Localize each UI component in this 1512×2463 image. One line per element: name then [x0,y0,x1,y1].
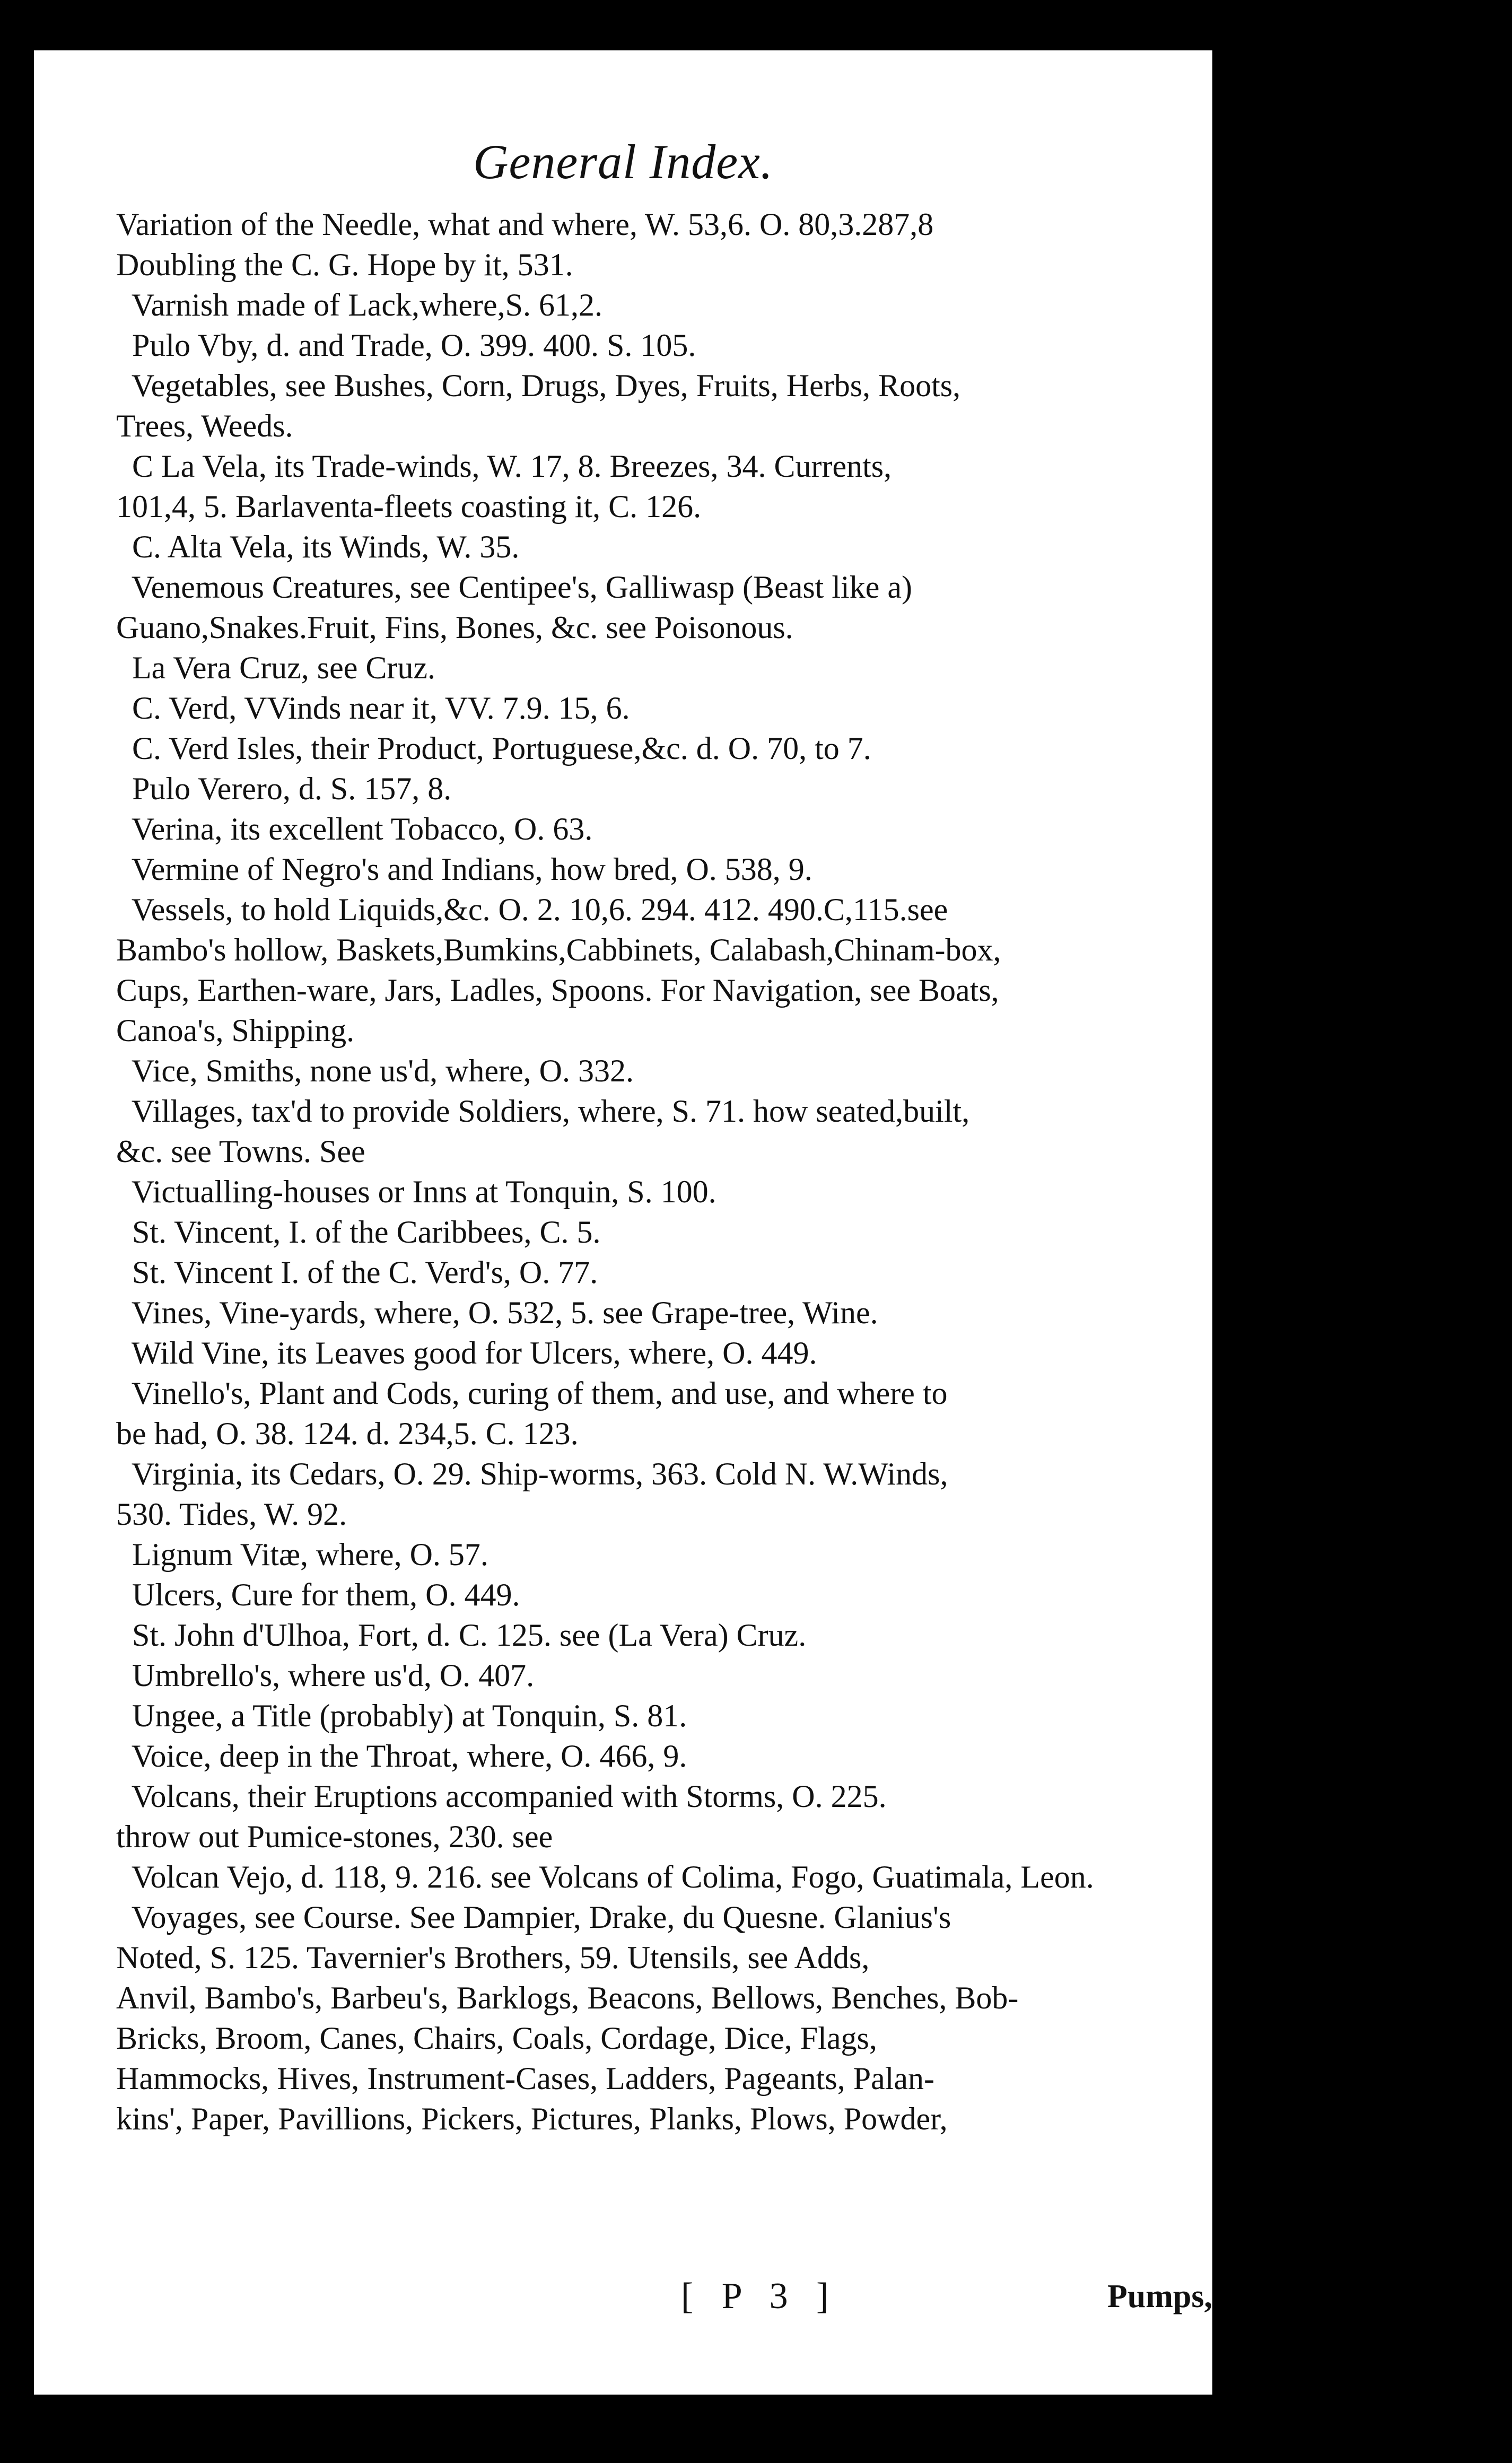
index-line: Virginia, its Cedars, O. 29. Ship-worms, 363. Cold N. W.Winds, [116,1456,948,1491]
index-line: Guano,Snakes.Fruit, Fins, Bones, &c. see Poisonous. [116,610,793,645]
index-line: St. Vincent, I. of the Caribbees, C. 5. [116,1215,601,1250]
index-line: C. Alta Vela, its Winds, W. 35. [116,529,520,564]
index-line: 101,4, 5. Barlaventa-fleets coasting it, C. 126. [116,489,702,524]
index-line: Villages, tax'd to provide Soldiers, where, S. 71. how seated,built, [116,1094,970,1129]
index-line: Vines, Vine-yards, where, O. 532, 5. see Grape-tree, Wine. [116,1295,878,1330]
index-line: Hammocks, Hives, Instrument-Cases, Ladders, Pageants, Palan- [116,2061,934,2096]
index-line: Umbrello's, where us'd, O. 407. [116,1658,535,1693]
index-line: &c. see Towns. See [116,1134,365,1169]
index-line: C. Verd Isles, their Product, Portuguese,&c. d. O. 70, to 7. [116,731,871,766]
index-line: Bambo's hollow, Baskets,Bumkins,Cabbinets, Calabash,Chinam-box, [116,932,1001,967]
index-line: Cups, Earthen-ware, Jars, Ladles, Spoons. For Navigation, see Boats, [116,973,999,1008]
index-line: La Vera Cruz, see Cruz. [116,650,435,685]
index-line: Wild Vine, its Leaves good for Ulcers, where, O. 449. [116,1335,817,1370]
index-line: C La Vela, its Trade-winds, W. 17, 8. Breezes, 34. Currents, [116,449,892,484]
index-entries [116,204,1212,2139]
index-line: Vinello's, Plant and Cods, curing of them, and use, and where to [116,1376,948,1411]
index-line: Venemous Creatures, see Centipee's, Galliwasp (Beast like a) [116,570,912,605]
index-line: Victualling-houses or Inns at Tonquin, S. 100. [116,1174,716,1209]
index-line: Anvil, Bambo's, Barbeu's, Barklogs, Beacons, Bellows, Benches, Bob- [116,1980,1019,2015]
index-line: Canoa's, Shipping. [116,1013,355,1048]
index-line: Bricks, Broom, Canes, Chairs, Coals, Cordage, Dice, Flags, [116,2021,877,2056]
page-footer [34,2273,1212,2320]
index-line: Pulo Verero, d. S. 157, 8. [116,771,452,806]
index-line: C. Verd, VVinds near it, VV. 7.9. 15, 6. [116,691,630,726]
index-line: St. John d'Ulhoa, Fort, d. C. 125. see (La Vera) Cruz. [116,1618,807,1653]
index-line: Volcan Vejo, d. 118, 9. 216. see Volcans of Colima, Fogo, Guatimala, Leon. [116,1859,1094,1894]
running-header: General Index. [473,135,773,189]
index-line: Vice, Smiths, none us'd, where, O. 332. [116,1053,634,1088]
book-page [34,50,1212,2395]
index-line: 530. Tides, W. 92. [116,1497,347,1532]
index-line: St. Vincent I. of the C. Verd's, O. 77. [116,1255,598,1290]
index-line: Ungee, a Title (probably) at Tonquin, S. 81. [116,1698,687,1733]
index-line: Vegetables, see Bushes, Corn, Drugs, Dyes, Fruits, Herbs, Roots, [116,368,961,403]
index-line: Variation of the Needle, what and where, W. 53,6. O. 80,3.287,8 [116,207,934,242]
index-line: Volcans, their Eruptions accompanied with Storms, O. 225. [116,1779,887,1814]
index-line: Vermine of Negro's and Indians, how bred, O. 538, 9. [116,852,812,887]
index-line: Varnish made of Lack,where,S. 61,2. [116,287,602,322]
catchword: Pumps, [1107,2278,1212,2314]
index-line: kins', Paper, Pavillions, Pickers, Pictures, Planks, Plows, Powder, [116,2101,948,2136]
index-line: Lignum Vitæ, where, O. 57. [116,1537,488,1572]
index-line: Trees, Weeds. [116,408,293,443]
index-line: Ulcers, Cure for them, O. 449. [116,1577,520,1612]
index-line: Voyages, see Course. See Dampier, Drake, du Quesne. Glanius's [116,1900,951,1935]
index-line: Vessels, to hold Liquids,&c. O. 2. 10,6. 294. 412. 490.C,115.see [116,892,948,927]
index-line: throw out Pumice-stones, 230. see [116,1819,553,1854]
signature-mark: [ P 3 ] [681,2276,838,2317]
index-line: Doubling the C. G. Hope by it, 531. [116,247,573,282]
index-line: Pulo Vby, d. and Trade, O. 399. 400. S. 105. [116,328,696,363]
index-line: be had, O. 38. 124. d. 234,5. C. 123. [116,1416,579,1451]
index-line: Noted, S. 125. Tavernier's Brothers, 59. Utensils, see Adds, [116,1940,870,1975]
index-line: Verina, its excellent Tobacco, O. 63. [116,811,593,846]
index-line: Voice, deep in the Throat, where, O. 466, 9. [116,1739,687,1774]
